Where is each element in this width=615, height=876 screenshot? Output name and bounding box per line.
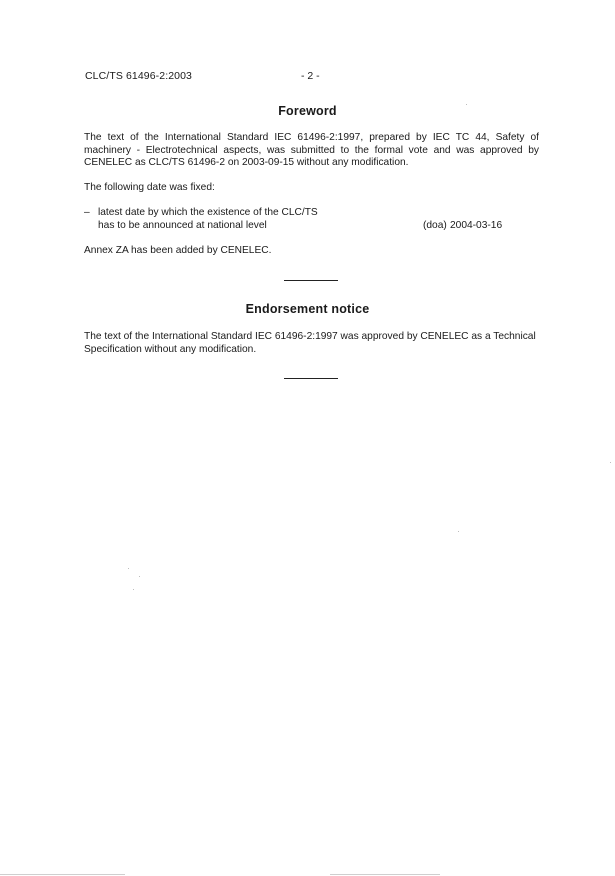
doa-description-line-1: latest date by which the existence of the CLC/TS (98, 207, 318, 218)
page-number: - 2 - (301, 70, 320, 82)
annex-note: Annex ZA has been added by CENELEC. (84, 245, 272, 256)
foreword-heading: Foreword (278, 104, 337, 118)
scan-speck (133, 589, 134, 590)
document-identifier: CLC/TS 61496-2:2003 (85, 70, 192, 82)
foreword-paragraph (84, 132, 539, 170)
endorsement-line-2: Specification without any modification. (84, 343, 257, 355)
doa-label: (doa) (423, 219, 447, 231)
scan-speck (466, 104, 467, 105)
scan-speck (139, 576, 140, 577)
foreword-line-2: machinery - Electrotechnical aspects, was submitted to the formal vote and was approved by (84, 144, 539, 156)
doa-description-line-2: has to be announced at national level (98, 219, 267, 231)
bottom-edge-mark (0, 874, 125, 875)
foreword-line-3: CENELEC as CLC/TS 61496-2 on 2003-09-15 without any modification. (84, 157, 409, 168)
bottom-edge-mark (330, 874, 440, 875)
section-divider-1 (284, 280, 338, 281)
dash-bullet: – (84, 207, 90, 218)
doa-date: 2004-03-16 (450, 219, 503, 231)
scan-speck (458, 531, 459, 532)
section-divider-2 (284, 378, 338, 379)
endorsement-heading: Endorsement notice (245, 302, 370, 316)
scan-speck (128, 568, 129, 569)
endorsement-line-1: The text of the International Standard IEC 61496-2:1997 was approved by CENELEC as a Technical (84, 331, 536, 342)
foreword-line-1: The text of the International Standard IEC 61496-2:1997, prepared by IEC TC 44, Safety of (84, 132, 539, 143)
dates-intro: The following date was fixed: (84, 182, 215, 193)
endorsement-paragraph (84, 331, 539, 356)
scan-speck (610, 462, 611, 463)
